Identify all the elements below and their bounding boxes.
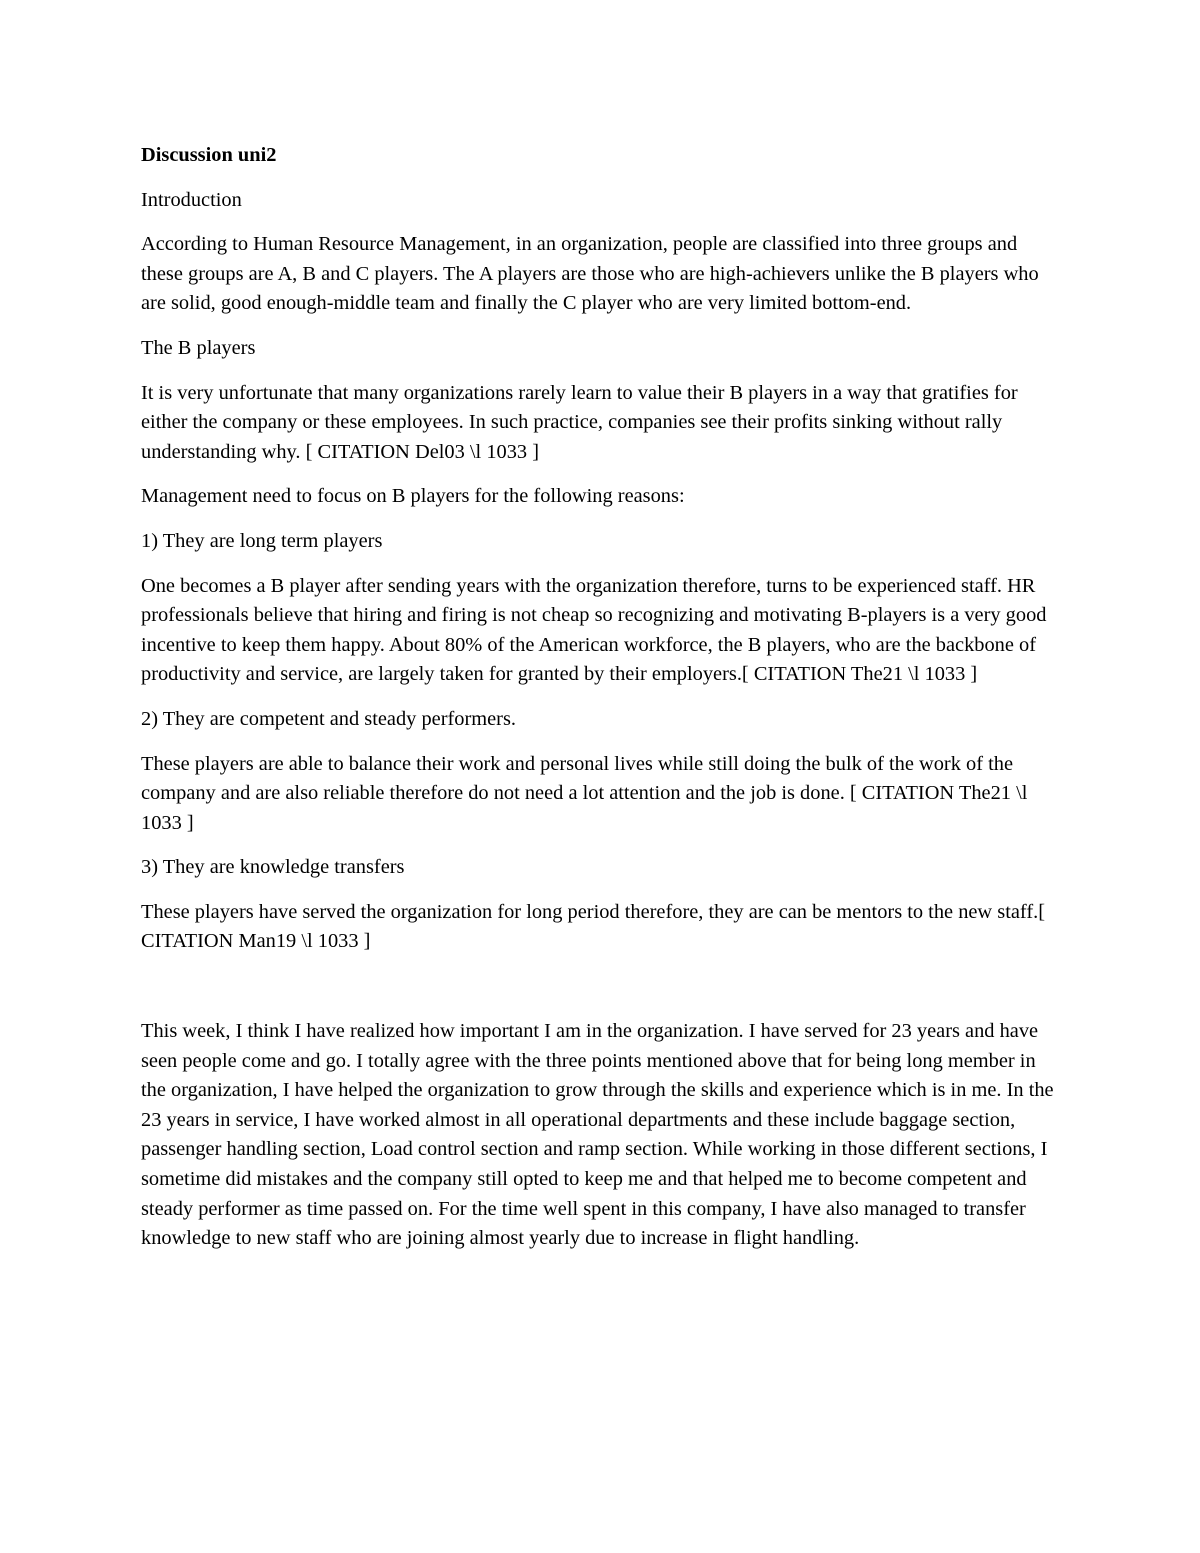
reason-1-body: One becomes a B player after sending years with the organization therefore, turns to be experienced staff. HR professionals believe that hiring and firing is not cheap so recognizing and motivating B-players is a very good incentive to keep them happy. About 80% of the American workforce, the B players, who are the backbone of productivity and service, are largely taken for granted by their employers.[ CITATION The21 \l 1033 ]: [141, 574, 1047, 686]
blank-line: [141, 972, 1063, 1017]
paragraph-b-players: It is very unfortunate that many organizations rarely learn to value their B players in a way that gratifies for either the company or these employees. In such practice, companies see their profits sinking without rally understanding why. [ CITATION Del03 \l 1033 ]: [141, 381, 1018, 463]
heading-introduction: Introduction: [141, 188, 242, 211]
document-title: Discussion uni2: [141, 144, 277, 166]
reason-1-heading: 1) They are long term players: [141, 529, 383, 552]
reason-3-body: These players have served the organization for long period therefore, they are can be mentors to the new staff.[ CITATION Man19 \l 1033 ]: [141, 900, 1046, 953]
paragraph-intro: According to Human Resource Management, in an organization, people are classified into three groups and these groups are A, B and C players. The A players are those who are high-achievers unlike the B players who are solid, good enough-middle team and finally the C player who are very limited bottom-end.: [141, 233, 1039, 315]
heading-b-players: The B players: [141, 336, 256, 359]
paragraph-reasons-lead: Management need to focus on B players for the following reasons:: [141, 485, 685, 508]
document-body: [141, 141, 1063, 1269]
paragraph-reflection: This week, I think I have realized how important I am in the organization. I have served for 23 years and have seen people come and go. I totally agree with the three points mentioned above that for being long member in the organization, I have helped the organization to grow through the skills and experience which is in me. In the 23 years in service, I have worked almost in all operational departments and these include baggage section, passenger handling section, Load control section and ramp section. While working in those different sections, I sometime did mistakes and the company still opted to keep me and that helped me to become competent and steady performer as time passed on. For the time well spent in this company, I have also managed to transfer knowledge to new staff who are joining almost yearly due to increase in flight handling.: [141, 1020, 1054, 1250]
reason-3-heading: 3) They are knowledge transfers: [141, 856, 405, 879]
reason-2-body: These players are able to balance their work and personal lives while still doing the bulk of the work of the company and are also reliable therefore do not need a lot attention and the job is done. [ CITATION The21 \l 1033 ]: [141, 752, 1028, 834]
reason-2-heading: 2) They are competent and steady performers.: [141, 707, 516, 730]
